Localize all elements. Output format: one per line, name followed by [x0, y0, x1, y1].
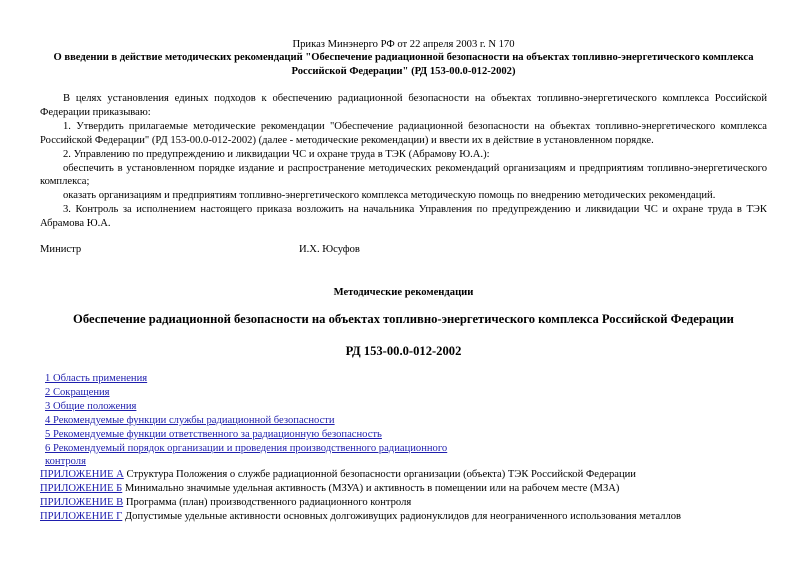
order-body [40, 92, 767, 231]
table-of-contents [45, 372, 485, 469]
toc-link-1[interactable]: 1 Область применения [45, 373, 148, 384]
appendix-v-text: Программа (план) производственного радиационного контроля [123, 496, 412, 508]
order-title: О введении в действие методических рекомендаций "Обеспечение радиационной безопасности на объектах топливно-энергетического комплекса Российской Федерации" (РД 153-00.0-012-2002) [53, 52, 754, 77]
order-line: Приказ Минэнерго РФ от 22 апреля 2003 г. N 170 [292, 39, 515, 50]
recommendations-title: Обеспечение радиационной безопасности на объектах топливно-энергетического комплекса Российской Федерации [73, 312, 734, 326]
toc-link-2[interactable]: 2 Сокращения [45, 386, 110, 398]
appendix-b-text: Минимально значимые удельная активность (МЗУА) и активность в помещении или на рабочем месте (МЗА) [122, 482, 620, 494]
toc-link-3[interactable]: 3 Общие положения [45, 400, 137, 412]
recommendations-code: РД 153-00.0-012-2002 [345, 344, 462, 358]
toc-link-5[interactable]: 5 Рекомендуемые функции ответственного за радиационную безопасность [45, 428, 382, 440]
signatory-position: Министр [40, 244, 82, 255]
appendix-v-link[interactable]: ПРИЛОЖЕНИЕ В [40, 496, 124, 508]
appendix-g-link[interactable]: ПРИЛОЖЕНИЕ Г [40, 510, 123, 522]
appendix-list [40, 468, 767, 524]
recommendations-label: Методические рекомендации [333, 287, 474, 298]
toc-link-6[interactable]: 6 Рекомендуемый порядок организации и проведения производственного радиационного контроля [45, 442, 448, 468]
signatory-name: И.Х. Юсуфов [299, 244, 360, 255]
appendix-item [40, 482, 767, 496]
appendix-a-text: Структура Положения о службе радиационной безопасности организации (объекта) ТЭК Российской Федерации [123, 469, 636, 480]
appendix-item [40, 468, 767, 482]
toc-link-4[interactable]: 4 Рекомендуемые функции службы радиационной безопасности [45, 414, 335, 426]
appendix-item [40, 496, 767, 510]
appendix-g-text: Допустимые удельные активности основных долгоживущих радионуклидов для неограниченного использования металлов [122, 510, 682, 522]
appendix-b-link[interactable]: ПРИЛОЖЕНИЕ Б [40, 482, 123, 494]
appendix-item [40, 510, 767, 524]
paragraph: В целях установления единых подходов к обеспечению радиационной безопасности на объектах топливно-энергетического комплекса Российской Федерации приказываю: [40, 93, 767, 118]
paragraph: обеспечить в установленном порядке издание и распространение методических рекомендаций организациям и предприятиям топливно-энергетического комплекса; [40, 162, 767, 188]
paragraph: оказать организациям и предприятиям топливно-энергетического комплекса методическую помощь по внедрению методических рекомендаций. [63, 190, 716, 202]
appendix-a-link[interactable]: ПРИЛОЖЕНИЕ А [40, 469, 124, 480]
paragraph: 1. Утвердить прилагаемые методические рекомендации "Обеспечение радиационной безопасности на объектах топливно-энергетического комплекса Российской Федерации" (РД 153-00.0-012-2002) (далее - методические рекомендации) и ввести их в действие в установленном порядке. [40, 120, 767, 146]
signature-block [40, 243, 767, 257]
paragraph: 3. Контроль за исполнением настоящего приказа возложить на начальника Управления по предупреждению и ликвидации ЧС и охране труда в ТЭК Абрамова Ю.А. [40, 204, 767, 230]
paragraph: 2. Управлению по предупреждению и ликвидации ЧС и охране труда в ТЭК (Абрамову Ю.А.): [63, 148, 490, 160]
